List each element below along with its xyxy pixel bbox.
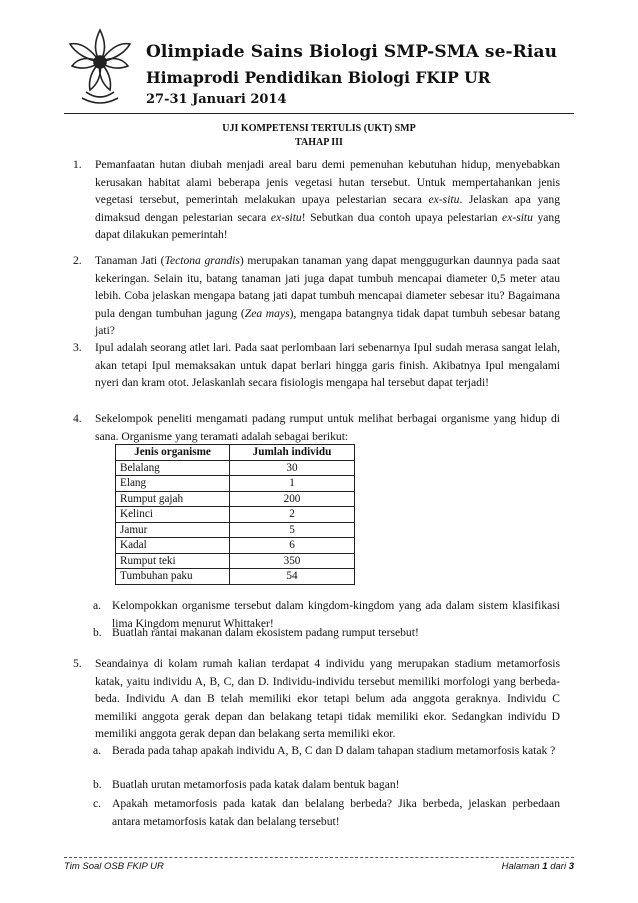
term-ex-situ: ex-situ	[428, 193, 460, 207]
scientific-name: Zea mays	[244, 306, 290, 320]
table-row	[116, 476, 355, 492]
part-text: Apakah metamorfosis pada katak dan belalang berbeda? Jika berbeda, jelaskan perbedaan antara metamorfosis katak dan belalang tersebut!	[112, 797, 560, 828]
footer-team-name: Tim Soal OSB FKIP UR	[64, 861, 164, 872]
term-ex-situ: ex-situ	[270, 210, 302, 224]
organism-name: Rumput teki	[116, 553, 230, 569]
part-label: a.	[93, 744, 102, 757]
part-label: b.	[93, 778, 102, 791]
university-emblem-icon	[64, 22, 136, 106]
part-text: Buatlah urutan metamorfosis pada katak dalam bentuk bagan!	[112, 778, 400, 791]
part-label: c.	[93, 797, 102, 810]
organism-name: Rumput gajah	[116, 491, 230, 507]
exam-stage: TAHAP III	[295, 137, 343, 148]
individual-count: 54	[230, 569, 355, 585]
question-5-part-c	[93, 795, 560, 830]
organism-table	[115, 444, 355, 585]
organism-name: Kelinci	[116, 507, 230, 523]
question-4	[73, 410, 560, 445]
question-number: 4.	[73, 412, 82, 425]
organism-name: Jamur	[116, 522, 230, 538]
table-row	[116, 522, 355, 538]
part-text: Kelompokkan organisme tersebut dalam kingdom-kingdom yang ada dalam sistem klasifikasi lima Kingdom menurut Whittaker!	[112, 599, 560, 630]
footer-page-indicator: Halaman 1 dari 3	[501, 861, 574, 872]
column-header: Jumlah individu	[230, 445, 355, 461]
organism-name: Tumbuhan paku	[116, 569, 230, 585]
table-row	[116, 491, 355, 507]
table-row	[116, 569, 355, 585]
table-row	[116, 460, 355, 476]
current-page-number: 1	[542, 861, 548, 872]
question-5-part-a	[93, 742, 560, 760]
individual-count: 2	[230, 507, 355, 523]
table-row	[116, 538, 355, 554]
question-number: 5.	[73, 657, 82, 670]
scientific-name: Tectona grandis	[164, 254, 240, 267]
footer-divider	[64, 857, 574, 858]
question-text: Seandainya di kolam rumah kalian terdapat 4 individu yang merupakan stadium metamorfosis katak, yaitu individu A, B, C, dan D. Individu-individu tersebut memiliki morfologi yang berbeda-beda. Individu A dan B telah memiliki ekor tetapi belum ada anggota geraknya. Individu C memiliki anggota gerak depan dan belakang tetapi tidak memiliki ekor. Sedangkan individu D memiliki anggota gerak depan dan belakang serta memiliki ekor.	[95, 657, 560, 741]
header-date: 27-31 Januari 2014	[146, 92, 287, 107]
individual-count: 350	[230, 553, 355, 569]
header-divider	[64, 113, 574, 114]
organism-name: Belalang	[116, 460, 230, 476]
header-organizer: Himaprodi Pendidikan Biologi FKIP UR	[146, 68, 491, 87]
total-page-count: 3	[568, 861, 574, 872]
question-number: 3.	[73, 341, 82, 354]
table-header-row	[116, 445, 355, 461]
table-row	[116, 553, 355, 569]
column-header: Jenis organisme	[116, 445, 230, 461]
question-1	[73, 156, 561, 244]
part-text: Buatlah rantai makanan dalam ekosistem padang rumput tersebut!	[112, 626, 419, 639]
organism-name: Elang	[116, 476, 230, 492]
individual-count: 5	[230, 522, 355, 538]
table-row	[116, 507, 355, 523]
question-number: 1.	[73, 158, 82, 171]
organism-name: Kadal	[116, 538, 230, 554]
question-3	[73, 339, 560, 392]
individual-count: 30	[230, 460, 355, 476]
exam-title: UJI KOMPETENSI TERTULIS (UKT) SMP	[222, 123, 416, 134]
header-olympiad-title: Olimpiade Sains Biologi SMP-SMA se-Riau	[146, 42, 558, 62]
individual-count: 200	[230, 491, 355, 507]
question-text: Sekelompok peneliti mengamati padang rumput untuk melihat berbagai organisme yang hidup di sana. Organisme yang teramati adalah sebagai berikut:	[95, 412, 560, 443]
term-ex-situ: ex-situ	[502, 210, 533, 224]
question-text: Pemanfaatan hutan diubah menjadi areal baru demi pemenuhan kebutuhan hidup, menyebabkan kerusakan habitat alami beberapa jenis vegetasi hutan tersebut. Untuk mempertahankan jenis vegetasi tersebut, pemerintah melakukan upaya pelestarian secara ex-situ. Jelaskan apa yang dimaksud dengan pelestarian secara ex-situ! Sebutkan dua contoh upaya pelestarian ex-situ yang dapat dilakukan pemerintah!	[95, 158, 561, 242]
question-text: Ipul adalah seorang atlet lari. Pada saat perlombaan lari sebenarnya Ipul sudah merasa sangat lelah, akan tetapi Ipul memaksakan untuk dapat berlari hingga garis finish. Akibatnya Ipul mengalami nyeri dan kram otot. Jelaskanlah secara fisiologis mengapa hal tersebut dapat terjadi!	[95, 341, 560, 390]
individual-count: 6	[230, 538, 355, 554]
question-2	[73, 252, 560, 340]
question-5-part-b	[93, 776, 560, 794]
individual-count: 1	[230, 476, 355, 492]
question-text: Tanaman Jati (Tectona grandis) merupakan tanaman yang dapat menggugurkan daunnya pada saat kekeringan. Selain itu, batang tanaman jati juga dapat tumbuh mencapai diameter 0,5 meter atau lebih. Coba jelaskan mengapa batang jati dapat tumbuh mencapai diameter sebesar itu? Bagaimana pula dengan tumbuhan jagung (Zea mays), mengapa batangnya tidak dapat tumbuh sebesar batang jati?	[95, 254, 560, 338]
part-label: b.	[93, 626, 102, 639]
part-label: a.	[93, 599, 102, 612]
question-5	[73, 655, 560, 743]
part-text: Berada pada tahap apakah individu A, B, C dan D dalam tahapan stadium metamorfosis katak ?	[112, 744, 556, 757]
question-number: 2.	[73, 254, 82, 267]
question-4-part-b	[93, 624, 560, 642]
